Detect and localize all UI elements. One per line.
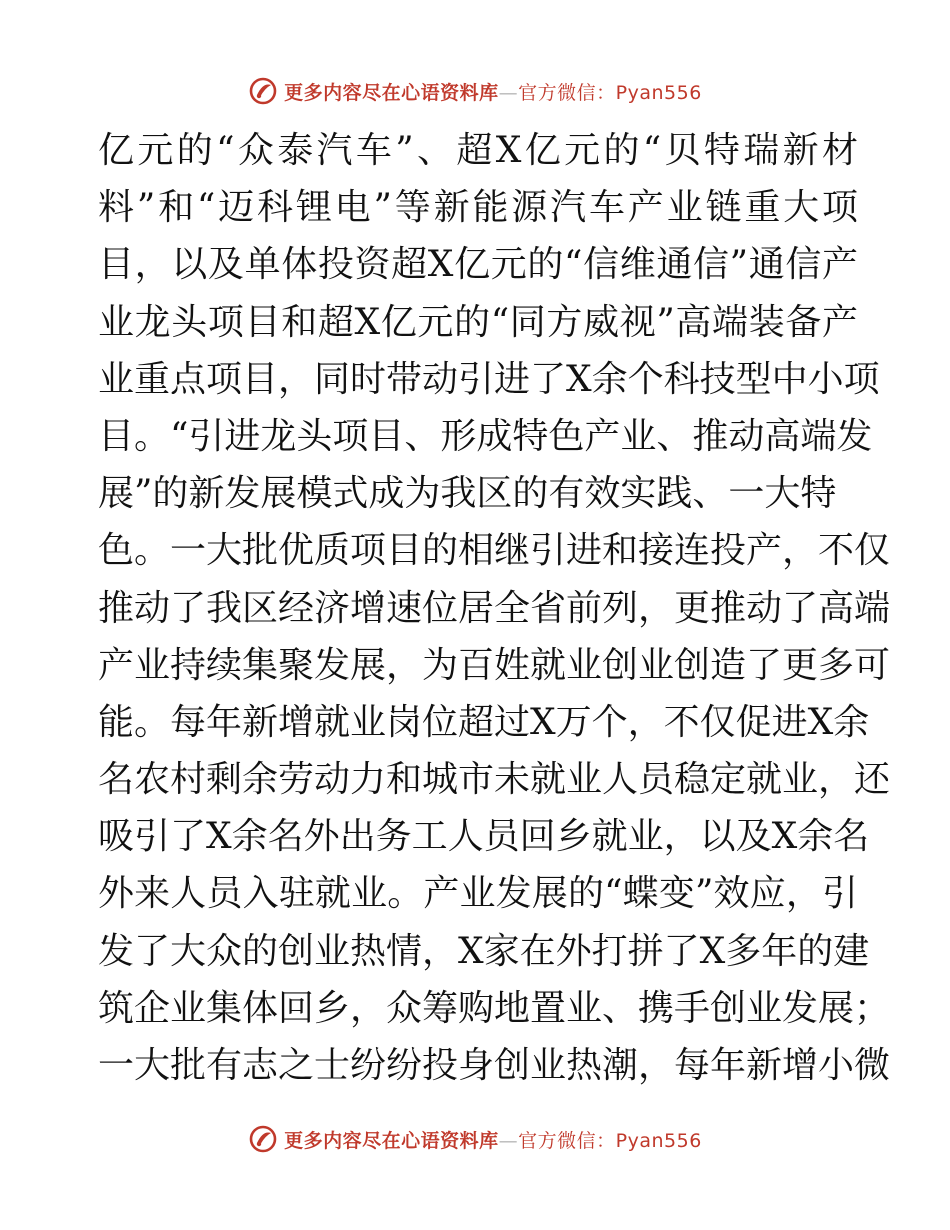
body-line: 外来人员入驻就业。产业发展的“蝶变”效应，引 <box>98 873 858 915</box>
body-line: 色。一大批优质项目的相继引进和接连投产，不仅 <box>98 530 891 572</box>
body-line: 推动了我区经济增速位居全省前列，更推动了高端 <box>98 587 891 629</box>
body-line: 业重点项目，同时带动引进了X余个科技型中小项 <box>98 358 880 400</box>
header-wechat-text: 官方微信：Pyan556 <box>518 81 702 104</box>
body-line: 筑企业集体回乡，众筹购地置业、携手创业发展； <box>98 987 891 1029</box>
body-line: 展”的新发展模式成为我区的有效实践、一大特 <box>98 473 837 515</box>
document-body <box>98 122 891 1094</box>
body-line: 目。“引进龙头项目、形成特色产业、推动高端发 <box>98 415 873 457</box>
header-banner-text <box>284 78 702 105</box>
body-line: 目，以及单体投资超X亿元的“信维通信”通信产 <box>98 244 858 286</box>
header-separator: — <box>498 81 519 104</box>
body-line: 亿元的“众泰汽车”、超X亿元的“贝特瑞新材 <box>98 130 858 171</box>
brand-logo-icon <box>248 76 278 106</box>
footer-banner-inner <box>248 1124 702 1154</box>
body-line: 业龙头项目和超X亿元的“同方威视”高端装备产 <box>98 301 858 343</box>
body-line: 一大批有志之士纷纷投身创业热潮，每年新增小微 <box>98 1045 891 1086</box>
body-line: 能。每年新增就业岗位超过X万个，不仅促进X余 <box>98 701 870 743</box>
footer-brand-text: 更多内容尽在心语资料库 <box>284 1129 499 1152</box>
body-line: 产业持续集聚发展，为百姓就业创业创造了更多可 <box>98 644 891 686</box>
brand-logo-icon <box>248 1124 278 1154</box>
footer-separator: — <box>498 1129 519 1152</box>
body-line: 吸引了X余名外出务工人员回乡就业，以及X余名 <box>98 816 870 858</box>
footer-banner-text <box>284 1126 702 1153</box>
body-line: 发了大众的创业热情，X家在外打拼了X多年的建 <box>98 930 870 972</box>
body-line: 料”和“迈科锂电”等新能源汽车产业链重大项 <box>98 187 858 229</box>
header-banner <box>0 74 950 108</box>
footer-banner <box>0 1122 950 1156</box>
footer-wechat-text: 官方微信：Pyan556 <box>518 1129 702 1152</box>
header-banner-inner <box>248 76 702 106</box>
body-line: 名农村剩余劳动力和城市未就业人员稳定就业，还 <box>98 759 891 801</box>
header-brand-text: 更多内容尽在心语资料库 <box>284 81 499 104</box>
